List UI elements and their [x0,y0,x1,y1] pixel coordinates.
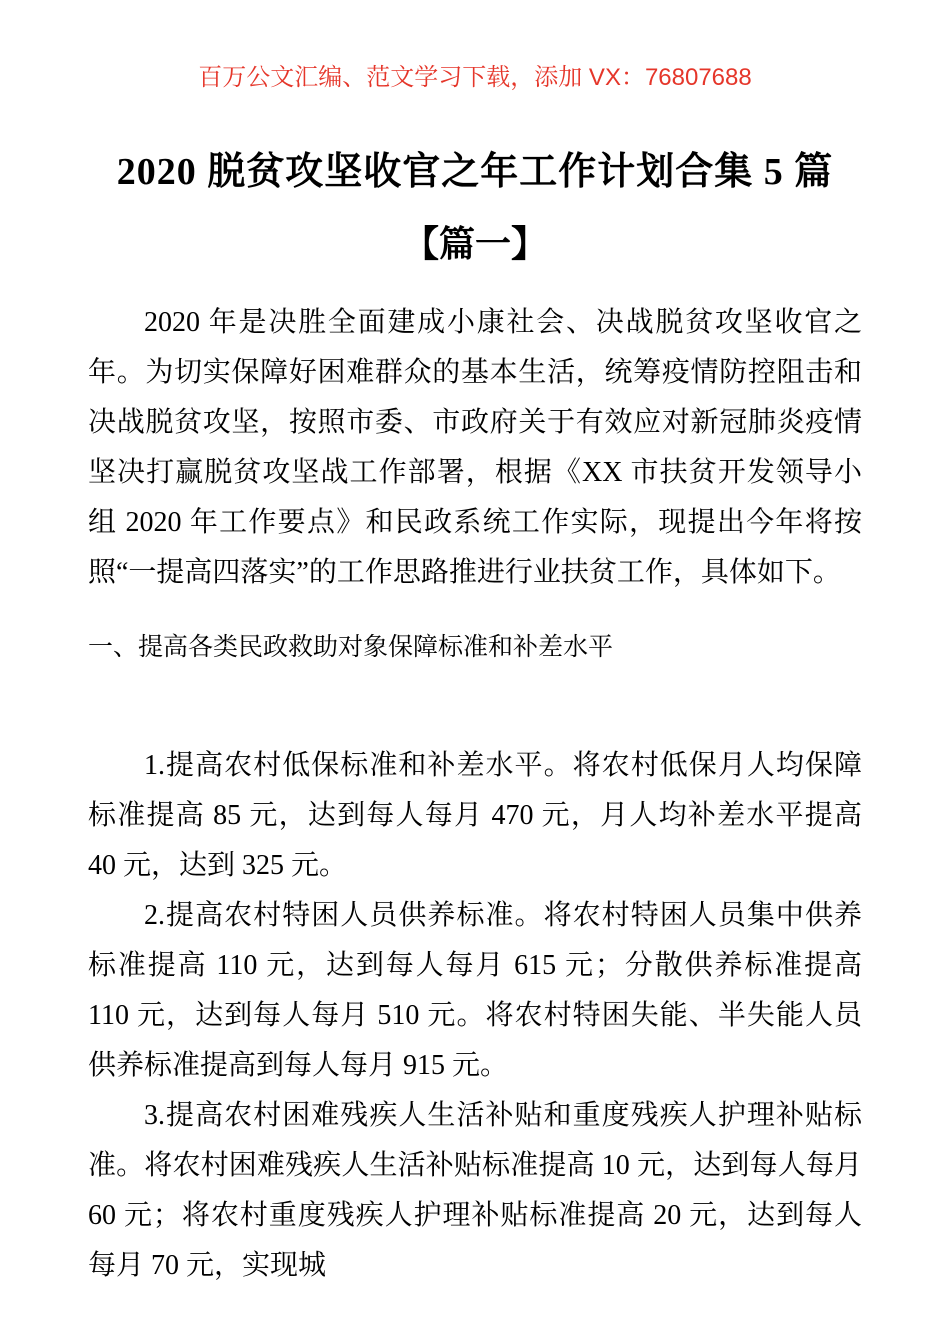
numbered-paragraph-2: 2.提高农村特困人员供养标准。将农村特困人员集中供养标准提高 110 元，达到每人每月 615 元；分散供养标准提高 110 元，达到每人每月 510 元。将农村特困失能、半失能人员供养标准提高到每人每月 915 元。 [88,900,862,1081]
section-heading-1: 一、提高各类民政救助对象保障标准和补差水平 [88,634,614,661]
part-one-label: 【篇一】 [402,224,547,264]
document-title: 2020 脱贫攻坚收官之年工作计划合集 5 篇 [116,151,834,193]
numbered-paragraph-3: 3.提高农村困难残疾人生活补贴和重度残疾人护理补贴标准。将农村困难残疾人生活补贴标准提高 10 元，达到每人每月 60 元；将农村重度残疾人护理补贴标准提高 20 元，达到每人每月 70 元，实现城 [88,1100,862,1281]
numbered-paragraph-1: 1.提高农村低保标准和补差水平。将农村低保月人均保障标准提高 85 元，达到每人每月 470 元，月人均补差水平提高 40 元，达到 325 元。 [88,750,862,881]
intro-paragraph: 2020 年是决胜全面建成小康社会、决战脱贫攻坚收官之年。为切实保障好困难群众的基本生活，统筹疫情防控阻击和决战脱贫攻坚，按照市委、市政府关于有效应对新冠肺炎疫情坚决打赢脱贫攻坚战工作部署，根据《XX 市扶贫开发领导小组 2020 年工作要点》和民政系统工作实际，现提出今年将按照“一提高四落实”的工作思路推进行业扶贫工作，具体如下。 [88,307,862,588]
header-promo-notice: 百万公文汇编、范文学习下载，添加 VX：76807688 [198,64,752,91]
